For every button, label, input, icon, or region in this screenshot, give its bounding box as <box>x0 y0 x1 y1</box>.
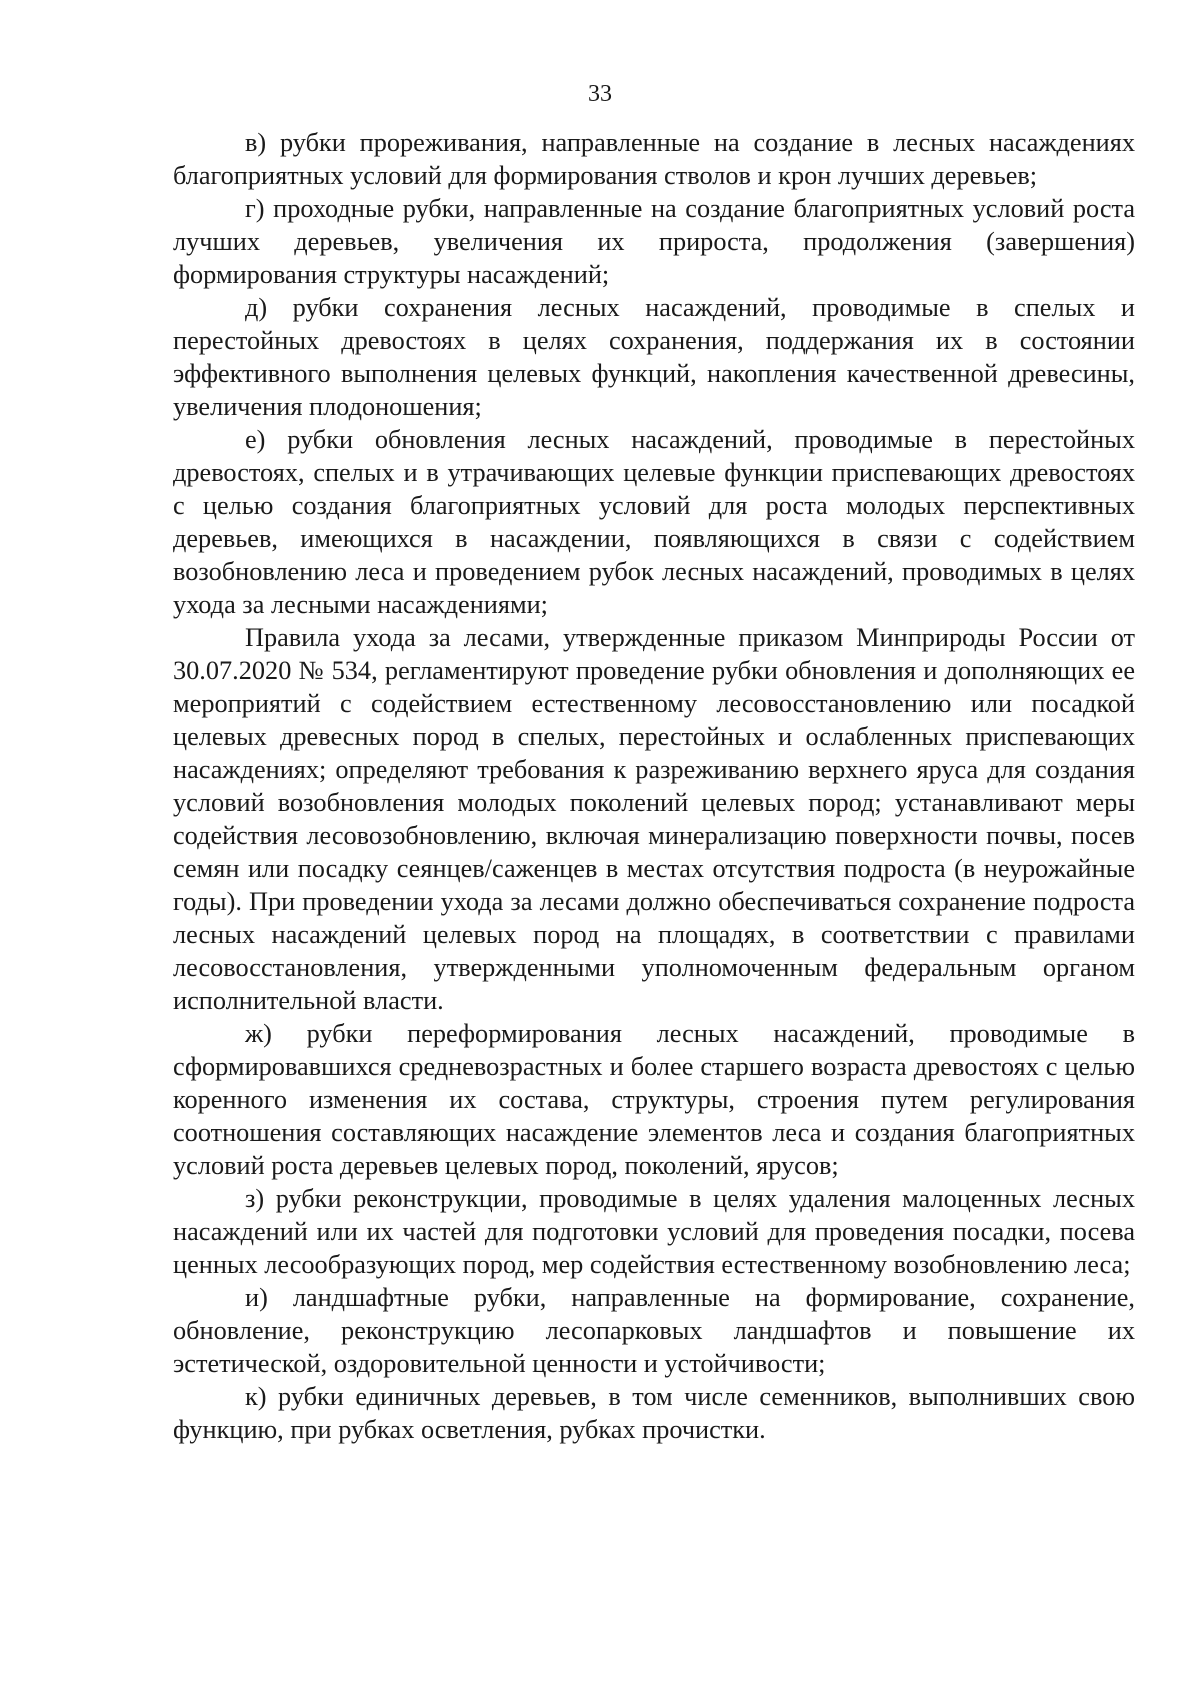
paragraph-item-zh: ж) рубки переформирования лесных насаждений, проводимые в сформировавшихся средневозрастных и более старшего возраста древостоях с целью коренного изменения их состава, структуры, строения путем регулирования соотношения составляющих насаждение элементов леса и создания благоприятных условий роста деревьев целевых пород, поколений, ярусов; <box>173 1019 1135 1180</box>
page-number: 33 <box>588 81 612 107</box>
paragraph-item-e: е) рубки обновления лесных насаждений, проводимые в перестойных древостоях, спелых и в утрачивающих целевые функции приспевающих древостоях с целью создания благоприятных условий для роста молодых перспективных деревьев, имеющихся в насаждении, появляющихся в связи с содействием возобновлению леса и проведением рубок лесных насаждений, проводимых в целях ухода за лесными насаждениями; <box>173 425 1135 619</box>
paragraph-care-rules: Правила ухода за лесами, утвержденные приказом Минприроды России от 30.07.2020 № 534, регламентируют проведение рубки обновления и дополняющих ее мероприятий с содействием естественному лесовосстановлению или посадкой целевых древесных пород в спелых, перестойных и ослабленных приспевающих насаждениях; определяют требования к разреживанию верхнего яруса для создания условий возобновления молодых поколений целевых пород; устанавливают меры содействия лесовозобновлению, включая минерализацию поверхности почвы, посев семян или посадку сеянцев/саженцев в местах отсутствия подроста (в неурожайные годы). При проведении ухода за лесами должно обеспечиваться сохранение подроста лесных насаждений целевых пород на площадях, в соответствии с правилами лесовосстановления, утвержденными уполномоченным федеральным органом исполнительной власти. <box>173 623 1135 1015</box>
paragraph-item-k: к) рубки единичных деревьев, в том числе семенников, выполнивших свою функцию, при рубках осветления, рубках прочистки. <box>173 1382 1135 1444</box>
paragraph-item-i: и) ландшафтные рубки, направленные на формирование, сохранение, обновление, реконструкцию лесопарковых ландшафтов и повышение их эстетической, оздоровительной ценности и устойчивости; <box>173 1283 1135 1378</box>
paragraph-item-g: г) проходные рубки, направленные на создание благоприятных условий роста лучших деревьев, увеличения их прироста, продолжения (завершения) формирования структуры насаждений; <box>173 194 1135 289</box>
paragraph-item-v: в) рубки прореживания, направленные на создание в лесных насаждениях благоприятных условий для формирования стволов и крон лучших деревьев; <box>173 128 1135 190</box>
document-body <box>173 126 1135 1446</box>
paragraph-item-z: з) рубки реконструкции, проводимые в целях удаления малоценных лесных насаждений или их частей для подготовки условий для проведения посадки, посева ценных лесообразующих пород, мер содействия естественному возобновлению леса; <box>173 1184 1135 1279</box>
paragraph-item-d: д) рубки сохранения лесных насаждений, проводимые в спелых и перестойных древостоях в целях сохранения, поддержания их в состоянии эффективного выполнения целевых функций, накопления качественной древесины, увеличения плодоношения; <box>173 293 1135 421</box>
